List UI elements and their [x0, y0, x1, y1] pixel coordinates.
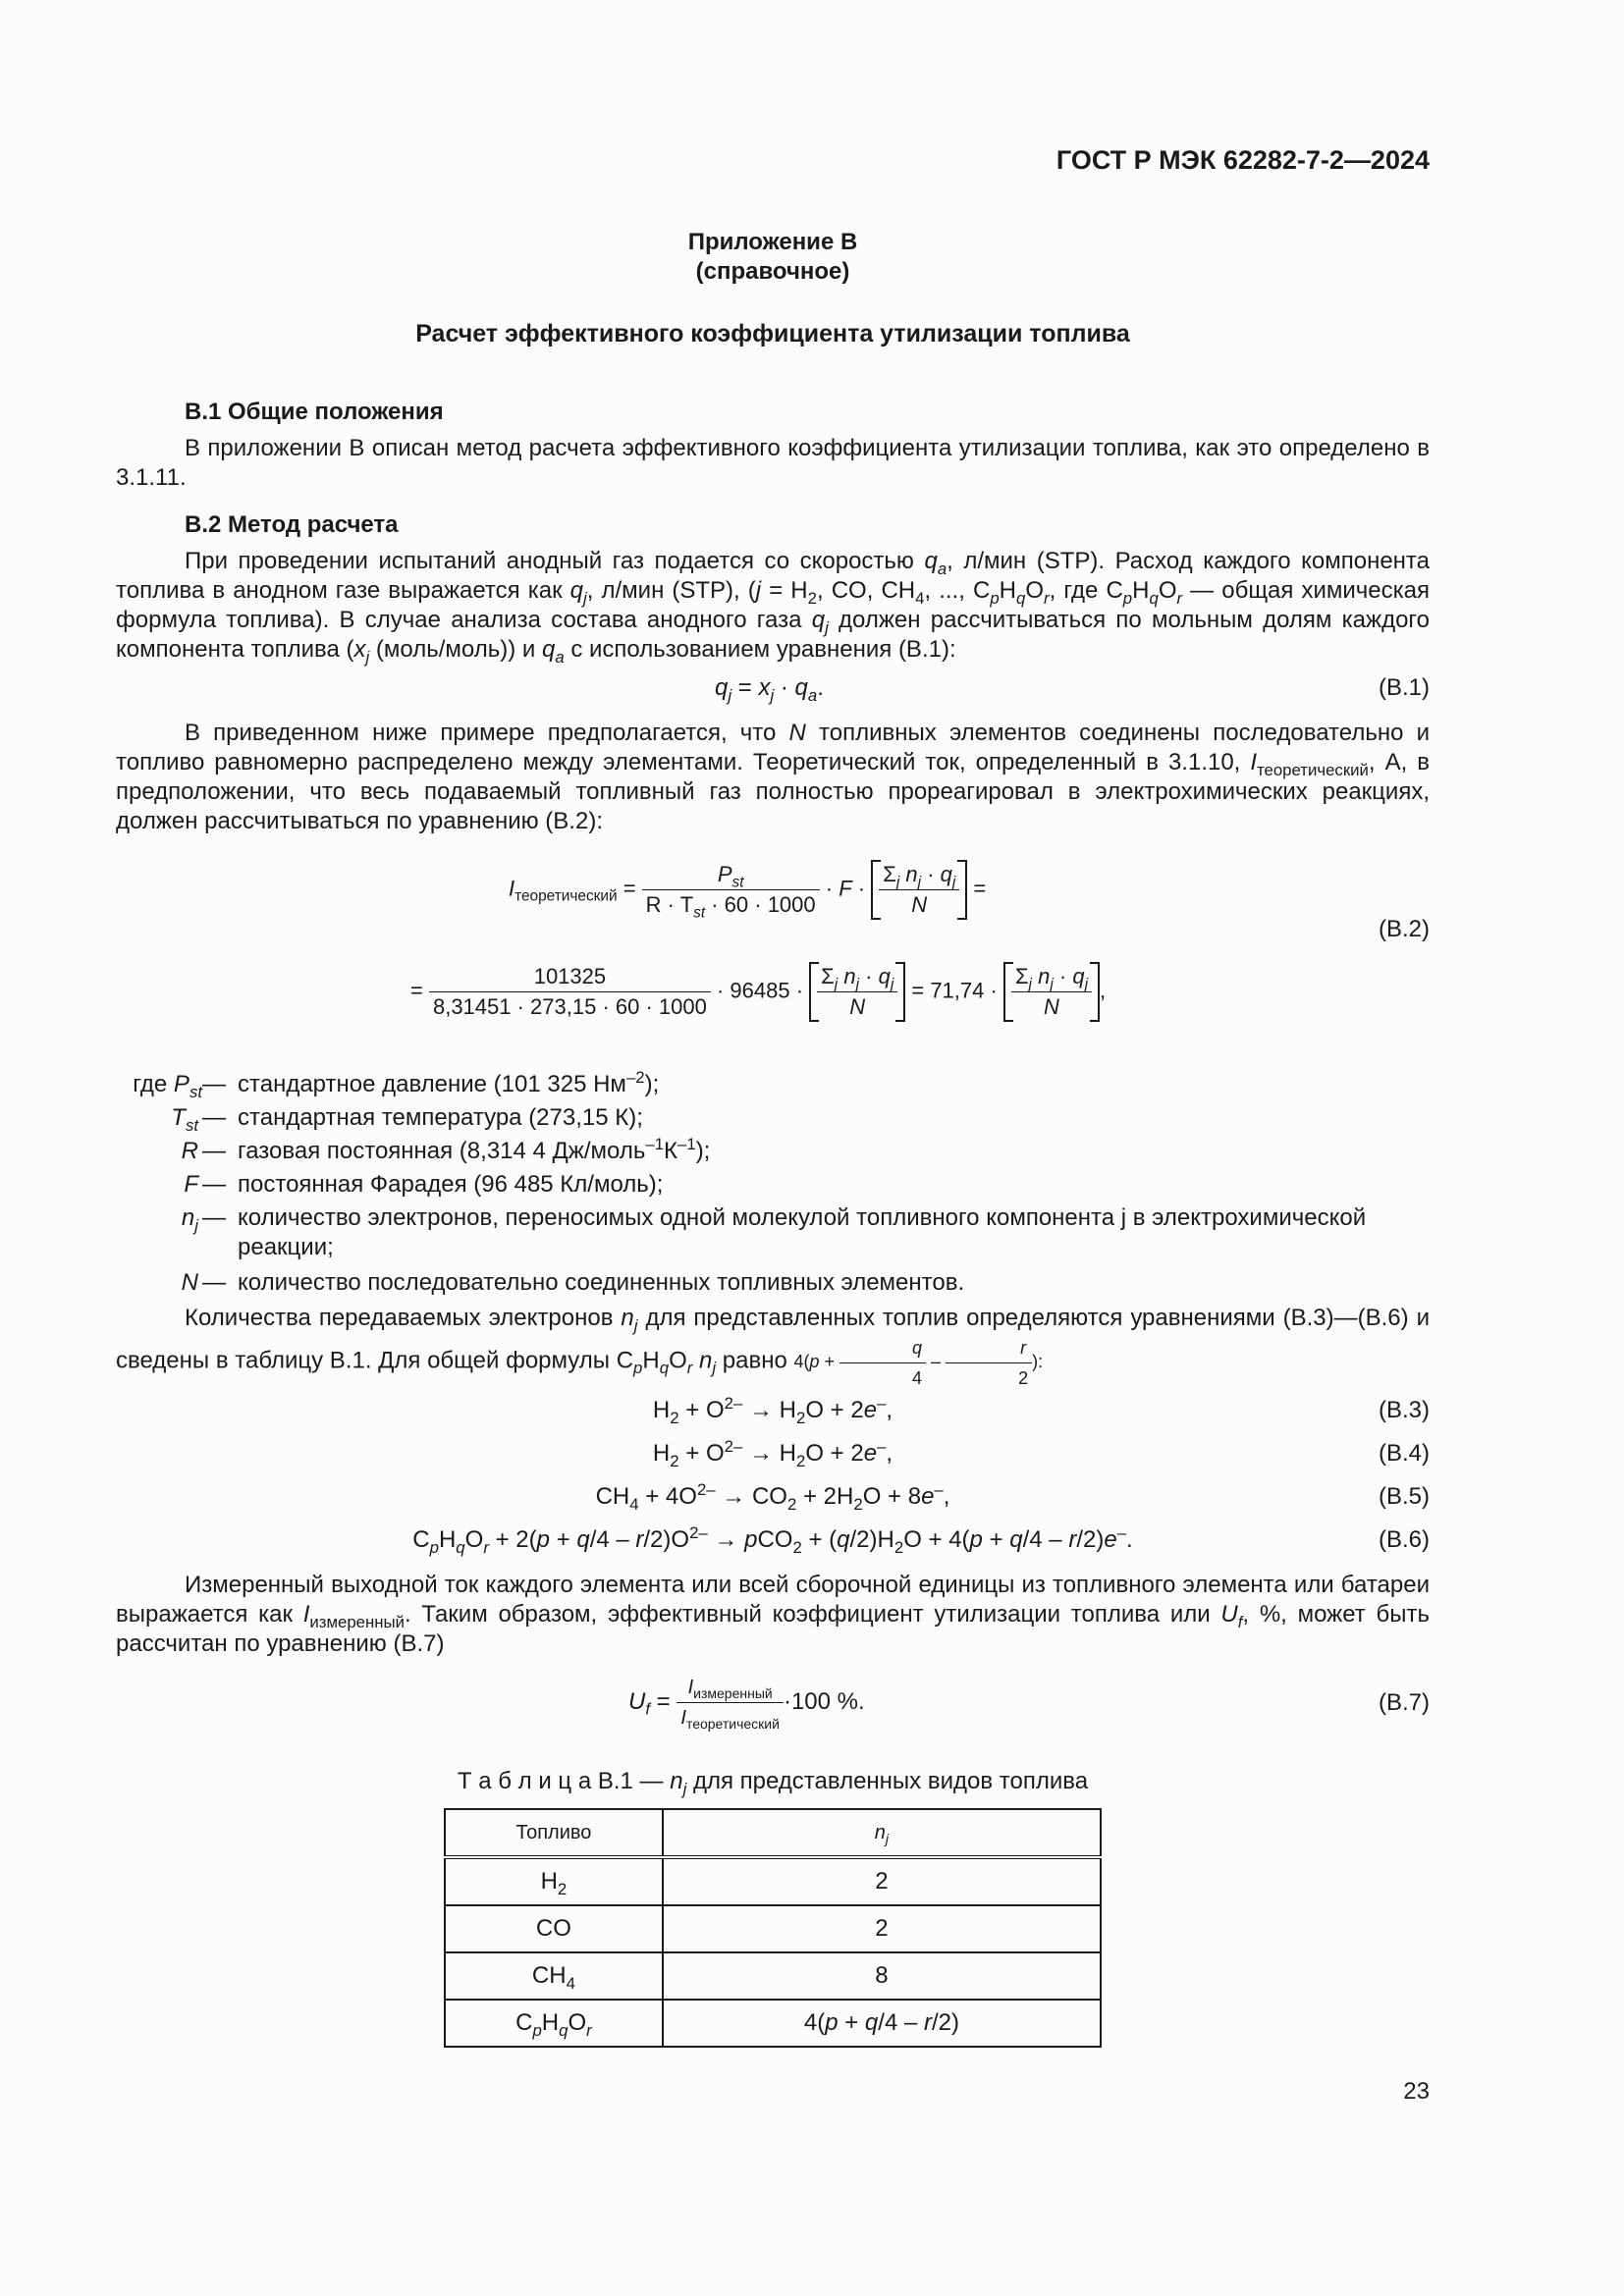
section-b1-text: В приложении В описан метод расчета эффективного коэффициента утилизации топлива, как это определено в 3.1.11.: [116, 435, 1430, 491]
appendix-status: (справочное): [695, 258, 850, 285]
equation-number-b1: (В.1): [1378, 674, 1430, 701]
table-cell-nj: 8: [663, 1952, 1101, 2000]
table-caption: Т а б л и ц а В.1 — $n_j$ для представленных видов топлива: [457, 1768, 1089, 1798]
equation-b6: $C_pH_qO_r + 2(p + q/4 - r/2)O^{2-} \to pCO_2 + (q/2)H_2O + 4(p + q/4 - r/2)e^-$.: [412, 1523, 1133, 1557]
section-heading-b1: В.1 Общие положения: [185, 399, 444, 425]
equation-number-b5: (В.5): [1378, 1483, 1430, 1510]
table-cell-fuel: $CH_4$: [445, 1952, 663, 2000]
equation-b5: $CH_4 + 4O^{2-} \to CO_2 + 2H_2O + 8e^-$,: [595, 1480, 950, 1514]
table-cell-nj: 2: [663, 1905, 1101, 1952]
table-row: [445, 2000, 1101, 2047]
document-page: ГОСТ Р МЭК 62282-7-2—2024 Приложение В (справочное) Расчет эффективного коэффициента утилизации топлива В.1 Общие положения В приложении В описан метод расчета эффективного коэффициента утилизации топлива, как это определено в 3.1.11. В.2 Метод расчета При проведении испытаний анодный газ подается со скоростью $q_a$, л/мин (STP). Расход каждого компонента топлива в анодном газе выражается как $q_j$, л/мин (STP), ($j = H_2$, CO, $CH_4$, ..., $C_pH_qO_r$, где $C_pH_qO_r$ — общая химическая формула топлива). В случае анализа состава анодного газа $q_j$ должен рассчитываться по мольным долям каждого компонента топлива ($x_j$ (моль/моль)) и $q_a$ с использованием уравнения (В.1): $q_j = x_j \cdot q_a$. (В.1) В приведенном ниже примере предполагается, что N топливных элементов соединены последовательно и топливо равномерно распределено между элементами. Теоретический ток, определенный в 3.1.10, $I_{теоретический}$, А, в предположении, что весь подаваемый топливный газ полностью прореагировал в электрохимических реакциях, должен рассчитываться по уравнению (В.2): $I_{теоретический}$ = $\frac{P_{st}}{R \cdot T_{st} \cdot 60 \cdot 1000}$ · F · $\frac{\Sigma_j n_j \cdot q_j}{N}$ = (В.2) = $\frac{101325}{8,31451 \cdot 273,15 \cdot 60 \cdot 1000}$ · 96485 · $\frac{\Sigma_j n_j \cdot q_j}{N}$ = 71,74 · $\frac{\Sigma_j n_j \cdot q_j}{N}$ , где $P_{st}$ — стандартное давление (101 325 $Нм^{-2}$); $T_{st}$ — стандартная температура (273,15 К); R — газовая постоянная (8,314 4 $Дж/моль^{-1}К^{-1}$); F — постоянная Фарадея (96 485 Кл/моль); $n_j$ — количество электронов, переносимых одной молекулой топливного компонента j в электрохимической реакции; N — количество последовательно соединенных топливных элементов. Количества передаваемых электронов $n_j$ для представленных топлив определяются уравнениями (В.3)—(В.6) и сведены в таблицу В.1. Для общей формулы $C_pH_qO_r$ $n_j$ равно 4(p + $\frac{q}{4}$ – $\frac{r}{2}$ ): $H_2 + O^{2-} \to H_2O + 2e^-$, (В.3) $H_2 + O^{2-} \to H_2O + 2e^-$, (В.4) $CH_4 + 4O^{2-} \to CO_2 + 2H_2O + 8e^-$, (В.5) $C_pH_qO_r + 2(p + q/4 - r/2)O^{2-} \to pCO_2 + (q/2)H_2O + 4(p + q/4 - r/2)e^-$. (В.6) Измеренный выходной ток каждого элемента или всей сборочной единицы из топливного элемента или батареи выражается как $I_{измеренный}$. Таким образом, эффективный коэффициент утилизации топлива или $U_f$, %, может быть рассчитан по уравнению (В.7) $U_f$ = $\frac{I_{измеренный}}{I_{теоретический}}$ ·100 %. (В.7) Т а б л и ц а В.1 — $n_j$ для представленных видов топлива Топливо $n_j$ $H_2$ 2 CO 2 $CH_4$ 8 $C_pH_qO_r$ 4(p + q/4 – r/2) 23: [116, 145, 1431, 2105]
equation-b4: $H_2 + O^{2-} \to H_2O + 2e^-$,: [652, 1437, 893, 1470]
equation-number-b7: (В.7): [1378, 1689, 1430, 1716]
table-cell-fuel: $H_2$: [445, 1857, 663, 1905]
equation-b2-line2: = $\frac{101325}{8,31451 \cdot 273,15 \cdot 60 \cdot 1000}$ · 96485 · $\frac{\Sigma_j n_j \cdot q_j}{N}$ = 71,74 · $\frac{\Sigma_j n_j \cdot q_j}{N}$ ,: [410, 962, 1106, 1022]
equation-b3: $H_2 + O^{2-} \to H_2O + 2e^-$,: [652, 1394, 893, 1427]
table-cell-nj: 4(p + q/4 – r/2): [663, 2000, 1101, 2047]
equation-number-b4: (В.4): [1378, 1440, 1430, 1467]
appendix-title: Приложение В: [687, 229, 858, 255]
page-number: 23: [1403, 2078, 1430, 2105]
equation-number-b3: (В.3): [1378, 1397, 1430, 1423]
table-row: [445, 1857, 1101, 1905]
fuel-electrons-table: [444, 1808, 1102, 2048]
table-header-nj: $n_j$: [663, 1809, 1101, 1857]
equation-number-b2: (В.2): [1378, 916, 1430, 942]
table-row: [445, 1905, 1101, 1952]
equation-b1: $q_j = x_j \cdot q_a$.: [715, 674, 824, 705]
section-b2-paragraph-2: В приведенном ниже примере предполагается, что N топливных элементов соединены последовательно и топливо равномерно распределено между элементами. Теоретический ток, определенный в 3.1.10, $I_{теоретический}$, А, в предположении, что весь подаваемый топливный газ полностью прореагировал в электрохимических реакциях, должен рассчитываться по уравнению (В.2):: [116, 720, 1431, 834]
document-number: ГОСТ Р МЭК 62282-7-2—2024: [1056, 145, 1430, 175]
section-heading-b2: В.2 Метод расчета: [185, 511, 399, 538]
table-cell-nj: 2: [663, 1857, 1101, 1905]
equation-b2-line1: $I_{теоретический}$ = $\frac{P_{st}}{R \cdot T_{st} \cdot 60 \cdot 1000}$ · F · $\frac{\Sigma_j n_j \cdot q_j}{N}$ =: [509, 862, 987, 922]
section-b2-paragraph-1: При проведении испытаний анодный газ подается со скоростью $q_a$, л/мин (STP). Расход каждого компонента топлива в анодном газе выражается как $q_j$, л/мин (STP), ($j = H_2$, CO, $CH_4$, ..., $C_pH_qO_r$, где $C_pH_qO_r$ — общая химическая формула топлива). В случае анализа состава анодного газа $q_j$ должен рассчитываться по мольным долям каждого компонента топлива ($x_j$ (моль/моль)) и $q_a$ с использованием уравнения (В.1):: [116, 548, 1431, 667]
paragraph-electrons: Количества передаваемых электронов $n_j$ для представленных топлив определяются уравнениями (В.3)—(В.6) и сведены в таблицу В.1. Для общей формулы $C_pH_qO_r$ $n_j$ равно 4(p + $\frac{q}{4}$ – $\frac{r}{2}$ ):: [116, 1305, 1430, 1388]
table-header-fuel: Топливо: [445, 1809, 663, 1857]
paragraph-measured-current: Измеренный выходной ток каждого элемента или всей сборочной единицы из топливного элемента или батареи выражается как $I_{измеренный}$. Таким образом, эффективный коэффициент утилизации топлива или $U_f$, %, может быть рассчитан по уравнению (В.7): [116, 1572, 1430, 1657]
table-cell-fuel: $C_pH_qO_r$: [445, 2000, 663, 2047]
appendix-heading: Расчет эффективного коэффициента утилизации топлива: [415, 320, 1130, 347]
equation-b7: $U_f$ = $\frac{I_{измеренный}}{I_{теоретический}}$ ·100 %.: [628, 1673, 865, 1733]
table-cell-fuel: CO: [445, 1905, 663, 1952]
table-row: [445, 1952, 1101, 2000]
equation-number-b6: (В.6): [1378, 1526, 1430, 1553]
